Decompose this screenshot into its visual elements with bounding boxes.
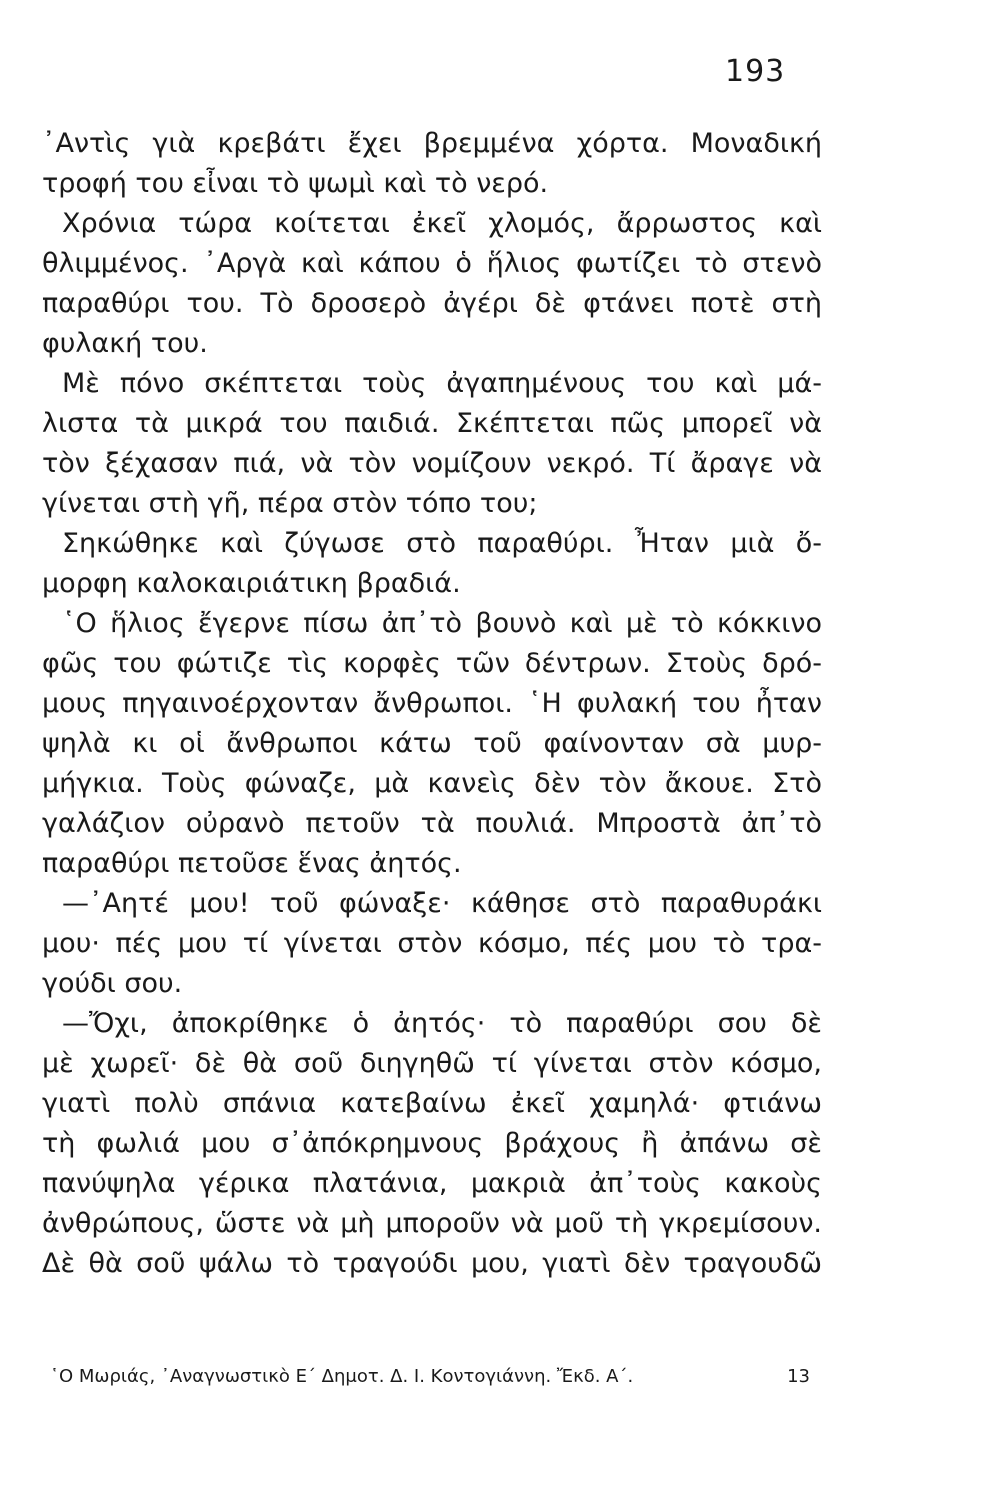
text-line: Δὲ θὰ σοῦ ψάλω τὸ τραγούδι μου, γιατὶ δὲν τραγουδῶ [42, 1248, 822, 1279]
text-line: μορφη καλοκαιριάτικη βραδιά. [42, 568, 461, 599]
page-footer [50, 1362, 810, 1392]
text-line: ῾Ο ἥλιος ἔγερνε πίσω ἀπ᾿τὸ βουνὸ καὶ μὲ τὸ κόκκινο [62, 608, 822, 639]
text-line: παραθύρι του. Τὸ δροσερὸ ἀγέρι δὲ φτάνει ποτὲ στὴ [42, 288, 822, 319]
text-line: μήγκια. Τοὺς φώναζε, μὰ κανεὶς δὲν τὸν ἄκουε. Στὸ [42, 768, 822, 799]
text-line: Σηκώθηκε καὶ ζύγωσε στὸ παραθύρι. Ἦταν μιὰ ὄ- [62, 528, 822, 559]
text-line: μου· πές μου τί γίνεται στὸν κόσμο, πές μου τὸ τρα- [42, 928, 822, 959]
text-line: ψηλὰ κι οἱ ἄνθρωποι κάτω τοῦ φαίνονταν σὰ μυρ- [42, 728, 822, 759]
text-line: τὸν ξέχασαν πιά, νὰ τὸν νομίζουν νεκρό. Τί ἄραγε νὰ [42, 448, 822, 479]
text-line: λιστα τὰ μικρά του παιδιά. Σκέπτεται πῶς μπορεῖ νὰ [42, 408, 822, 439]
text-line: γούδι σου. [42, 968, 183, 999]
page-number: 193 [725, 54, 786, 89]
text-line: φυλακή του. [42, 328, 208, 359]
body-text [42, 124, 822, 1284]
text-line: —Ὄχι, ἀποκρίθηκε ὁ ἀητός· τὸ παραθύρι σου δὲ [62, 1008, 822, 1039]
text-line: γιατὶ πολὺ σπάνια κατεβαίνω ἐκεῖ χαμηλά· φτιάνω [42, 1088, 822, 1119]
text-line: ἀνθρώπους, ὥστε νὰ μὴ μποροῦν νὰ μοῦ τὴ γκρεμίσουν. [42, 1208, 822, 1239]
text-line: θλιμμένος. ᾿Αργὰ καὶ κάπου ὁ ἥλιος φωτίζει τὸ στενὸ [42, 248, 822, 279]
text-line: πανύψηλα γέρικα πλατάνια, μακριὰ ἀπ᾿τοὺς κακοὺς [42, 1168, 822, 1199]
text-line: Χρόνια τώρα κοίτεται ἐκεῖ χλομός, ἄρρωστος καὶ [62, 208, 822, 239]
text-line: τροφή του εἶναι τὸ ψωμὶ καὶ τὸ νερό. [42, 168, 549, 199]
text-line: Μὲ πόνο σκέπτεται τοὺς ἀγαπημένους του καὶ μά- [62, 368, 822, 399]
text-line: παραθύρι πετοῦσε ἕνας ἀητός. [42, 848, 462, 879]
text-line: ᾿Αντὶς γιὰ κρεβάτι ἔχει βρεμμένα χόρτα. Μοναδική [42, 128, 822, 159]
text-line: —᾿Αητέ μου! τοῦ φώναξε· κάθησε στὸ παραθυράκι [62, 888, 822, 919]
text-line: τὴ φωλιά μου σ᾿ἀπόκρημνους βράχους ἢ ἀπάνω σὲ [42, 1128, 822, 1159]
footer-signature: ῾Ο Μωριάς, ᾿Αναγνωστικὸ Ε΄ Δημοτ. Δ. Ι. Κοντογιάννη. Ἔκδ. Α΄. [50, 1366, 634, 1387]
footer-sheet-number: 13 [787, 1366, 810, 1387]
text-line: γαλάζιον οὐρανὸ πετοῦν τὰ πουλιά. Μπροστὰ ἀπ᾿τὸ [42, 808, 822, 839]
text-line: μους πηγαινοέρχονταν ἄνθρωποι. ῾Η φυλακή του ἦταν [42, 688, 822, 719]
text-line: μὲ χωρεῖ· δὲ θὰ σοῦ διηγηθῶ τί γίνεται στὸν κόσμο, [42, 1048, 822, 1079]
text-line: φῶς του φώτιζε τὶς κορφὲς τῶν δέντρων. Στοὺς δρό- [42, 648, 822, 679]
text-line: γίνεται στὴ γῆ, πέρα στὸν τόπο του; [42, 488, 538, 519]
